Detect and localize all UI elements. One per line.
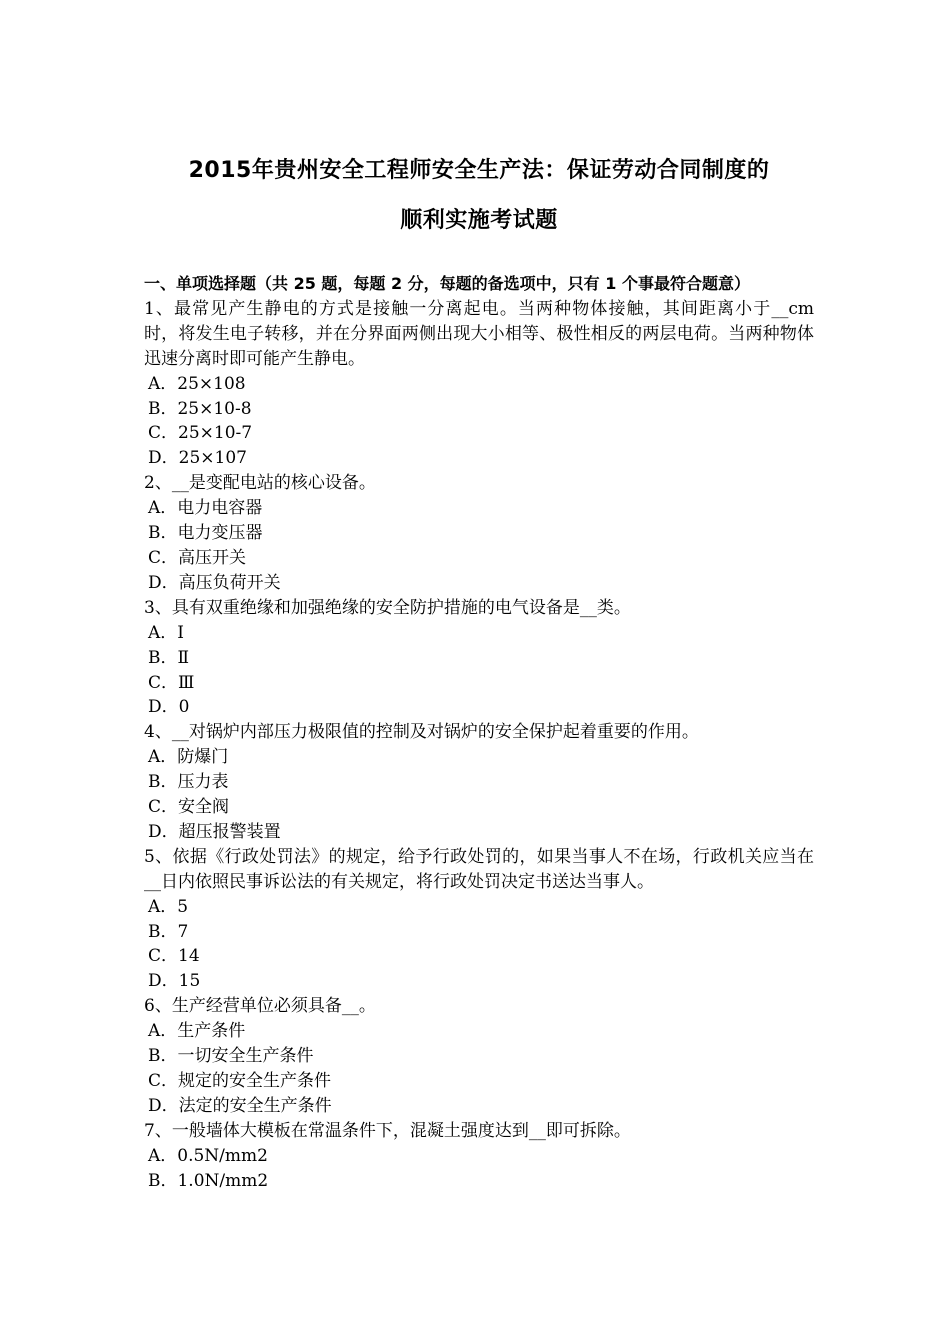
question-stem: 1、最常见产生静电的方式是接触一分离起电。当两种物体接触，其间距离小于__cm 时，将发生电子转移，并在分界面两侧出现大小相等、极性相反的两层电荷。当两种物体迅速分离时即可能产生静电。	[144, 298, 814, 369]
option-a: A．0.5N/mm2	[148, 1145, 268, 1166]
question-5	[144, 845, 814, 994]
option-a: A．25×108	[148, 373, 246, 394]
question-stem: 3、具有双重绝缘和加强绝缘的安全防护措施的电气设备是__类。	[144, 597, 631, 618]
question-stem: 2、__是变配电站的核心设备。	[144, 473, 376, 494]
option-b: B．Ⅱ	[148, 647, 190, 668]
question-2	[144, 471, 814, 596]
option-a: A．生产条件	[148, 1021, 246, 1042]
option-b: B．压力表	[148, 772, 229, 793]
option-c: C．14	[148, 946, 200, 967]
option-a: A．Ⅰ	[148, 622, 184, 643]
option-b: B．1.0N/mm2	[148, 1170, 269, 1191]
option-b: B．25×10-8	[148, 398, 252, 419]
question-stem: 7、一般墙体大模板在常温条件下，混凝土强度达到__即可拆除。	[144, 1120, 631, 1141]
option-b: B．电力变压器	[148, 523, 263, 544]
document-title	[144, 146, 814, 246]
question-4	[144, 720, 814, 845]
option-d: D．法定的安全生产条件	[148, 1095, 332, 1116]
option-d: D．高压负荷开关	[148, 572, 281, 593]
section-header: 一、单项选择题（共 25 题，每题 2 分，每题的备选项中，只有 1 个事最符合题意）	[144, 274, 750, 293]
title-line-1: 2015年贵州安全工程师安全生产法：保证劳动合同制度的	[188, 158, 770, 183]
option-c: C．安全阀	[148, 797, 230, 818]
document-body	[144, 272, 814, 1194]
option-d: D．25×107	[148, 448, 247, 469]
option-d: D．0	[148, 697, 190, 718]
option-c: C．25×10-7	[148, 423, 253, 444]
question-stem: 4、__对锅炉内部压力极限值的控制及对锅炉的安全保护起着重要的作用。	[144, 722, 699, 743]
option-b: B．一切安全生产条件	[148, 1046, 314, 1067]
question-7	[144, 1119, 814, 1194]
option-b: B．7	[148, 921, 189, 942]
question-1	[144, 297, 814, 471]
option-c: C．高压开关	[148, 547, 247, 568]
question-stem: 5、依据《行政处罚法》的规定，给予行政处罚的，如果当事人不在场，行政机关应当在__日内依照民事诉讼法的有关规定，将行政处罚决定书送达当事人。	[144, 846, 814, 892]
title-line-2: 顺利实施考试题	[400, 208, 558, 233]
question-6	[144, 994, 814, 1119]
option-a: A．5	[148, 896, 189, 917]
option-a: A．防爆门	[148, 747, 229, 768]
option-c: C．Ⅲ	[148, 672, 195, 693]
question-3	[144, 596, 814, 721]
option-d: D．超压报警装置	[148, 821, 281, 842]
question-stem: 6、生产经营单位必须具备__。	[144, 996, 376, 1017]
option-a: A．电力电容器	[148, 498, 263, 519]
option-c: C．规定的安全生产条件	[148, 1071, 332, 1091]
option-d: D．15	[148, 971, 201, 992]
